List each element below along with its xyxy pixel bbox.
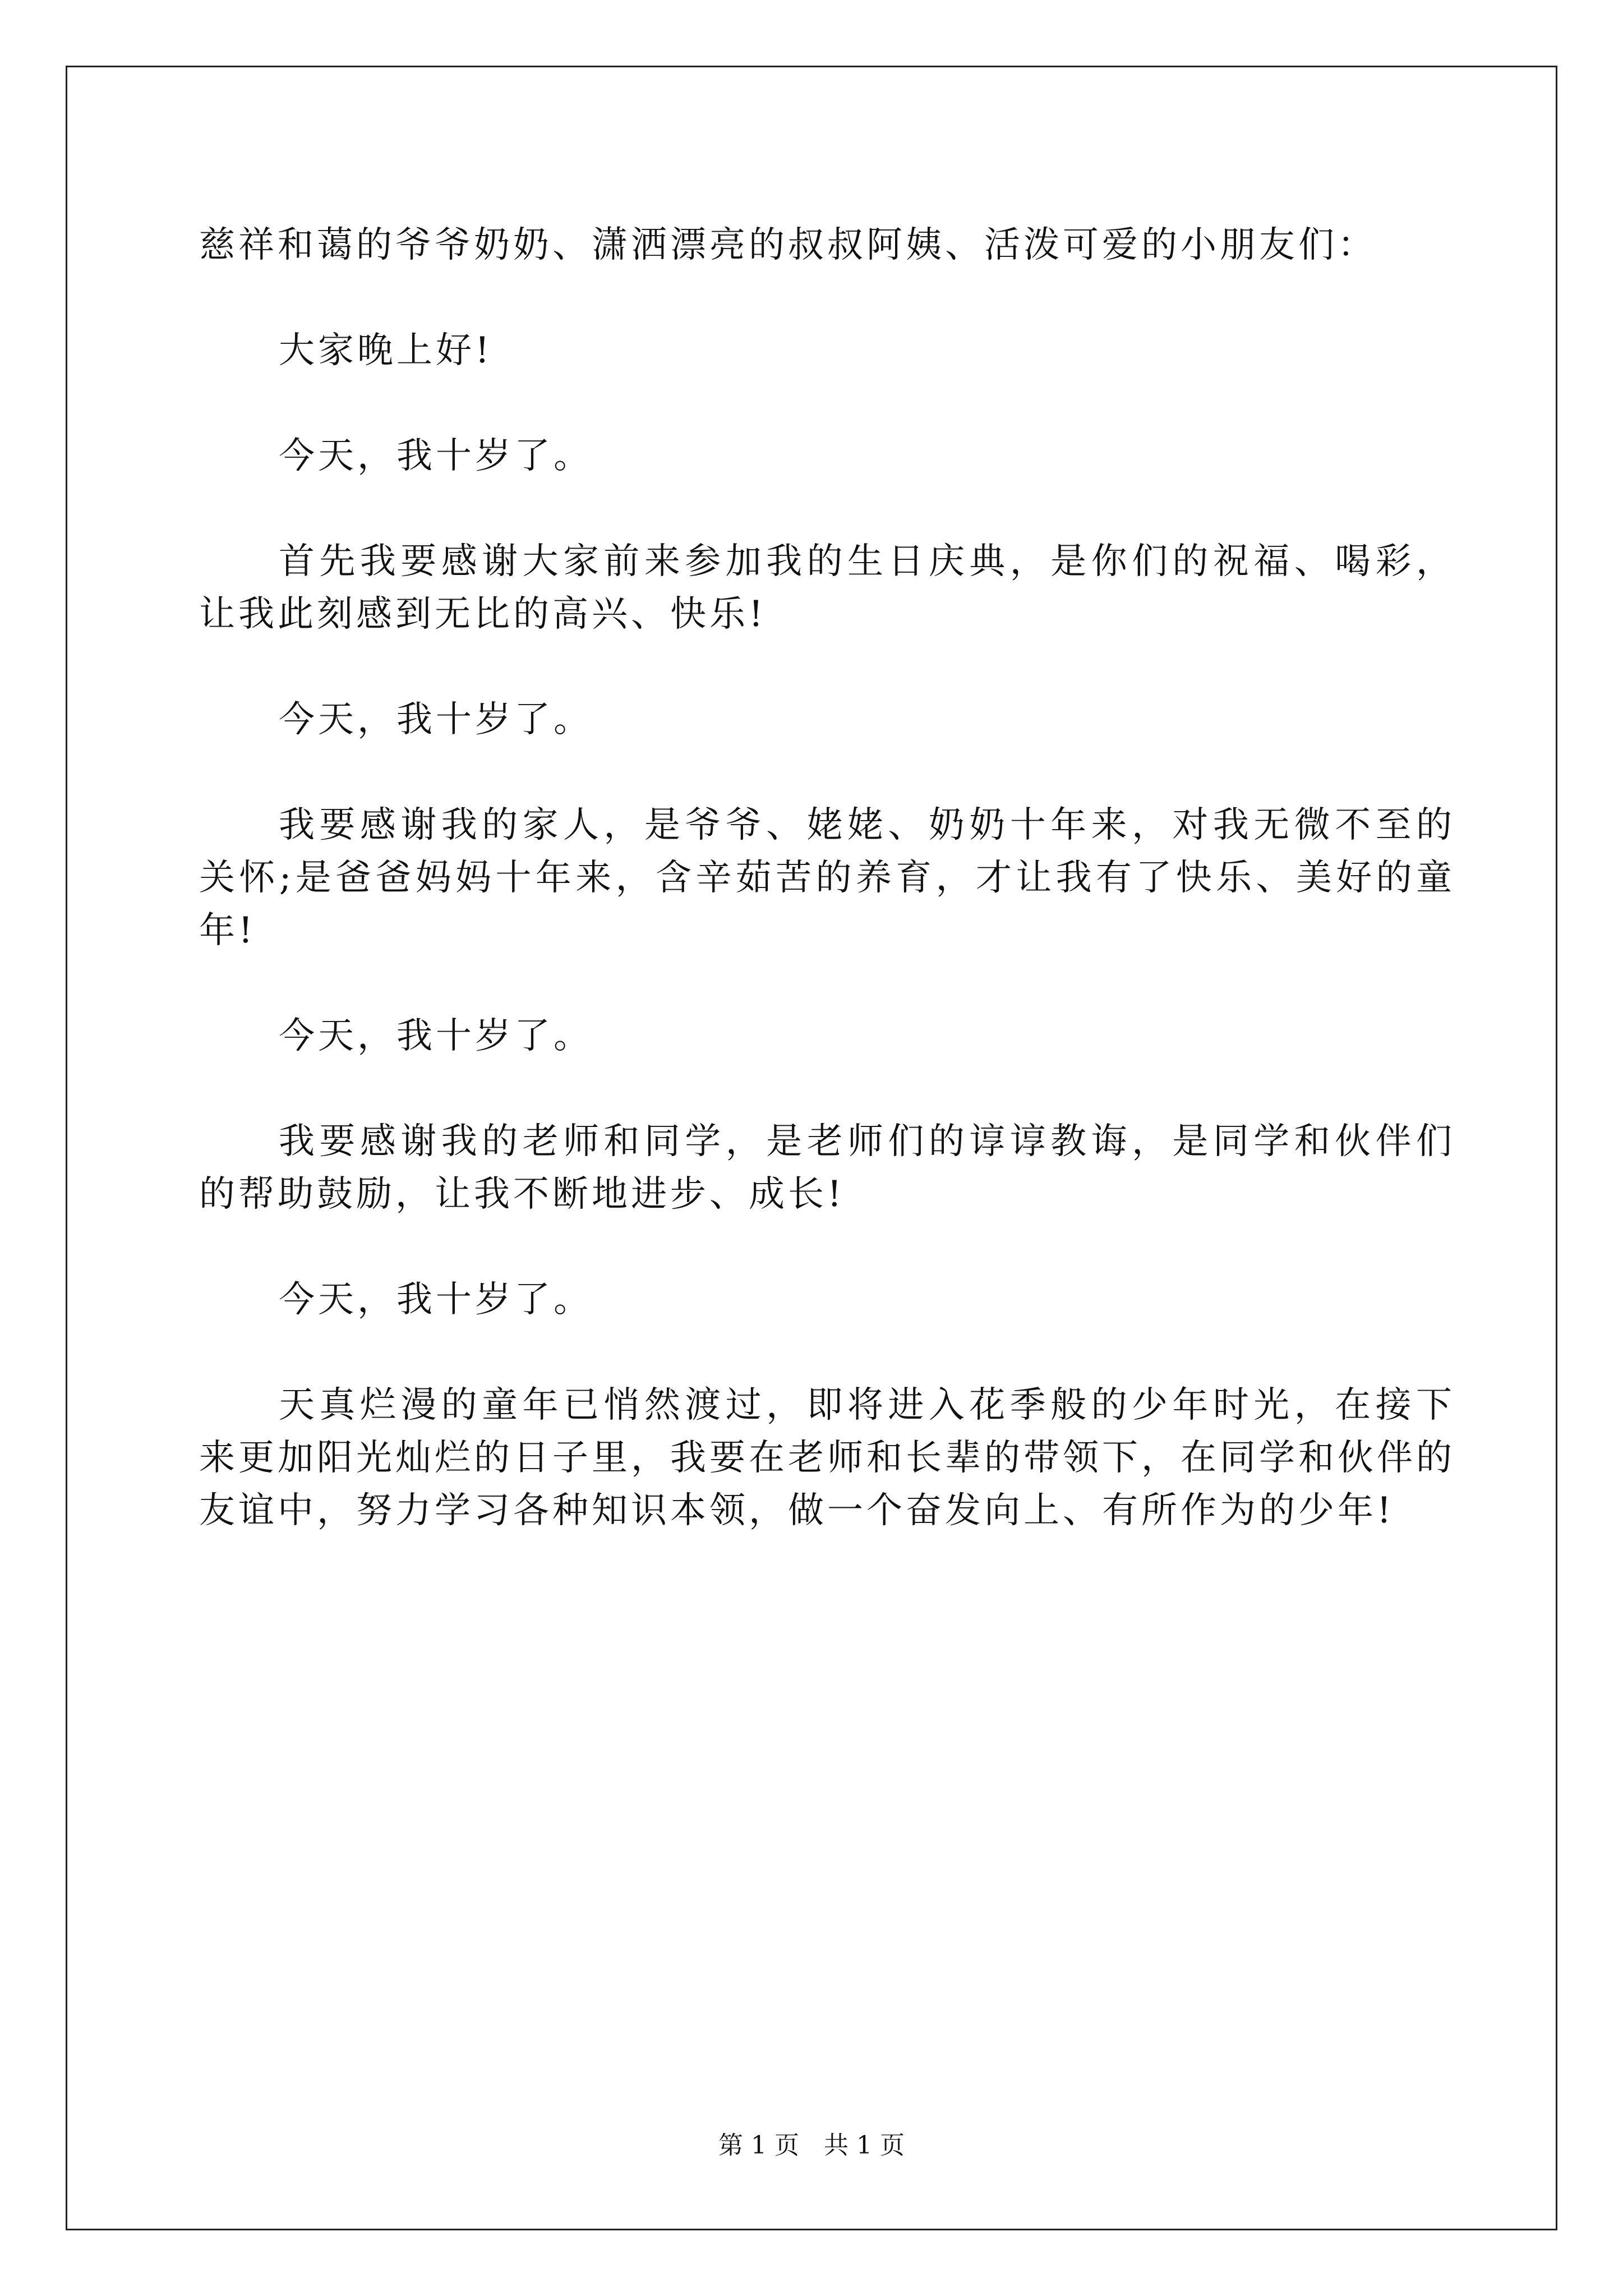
body-paragraph: 我要感谢我的老师和同学，是老师们的谆谆教诲，是同学和伙伴们的帮助鼓励，让我不断地进步、成长!: [199, 1121, 1455, 1215]
document-body: [199, 219, 1455, 1537]
body-paragraph: 大家晚上好!: [279, 330, 493, 371]
body-paragraph: 今天，我十岁了。: [279, 1279, 593, 1320]
salutation-paragraph: 慈祥和蔼的爷爷奶奶、潇洒漂亮的叔叔阿姨、活泼可爱的小朋友们：: [199, 224, 1377, 266]
body-paragraph: 今天，我十岁了。: [279, 699, 593, 740]
body-paragraph: 今天，我十岁了。: [279, 435, 593, 477]
body-paragraph: 我要感谢我的家人，是爷爷、姥姥、奶奶十年来，对我无微不至的关怀;是爸爸妈妈十年来，含辛茹苦的养育，才让我有了快乐、美好的童年!: [199, 804, 1455, 951]
body-paragraph: 天真烂漫的童年已悄然渡过，即将进入花季般的少年时光，在接下来更加阳光灿烂的日子里，我要在老师和长辈的带领下，在同学和伙伴的友谊中，努力学习各种知识本领，做一个奋发向上、有所作为的少年!: [199, 1384, 1455, 1531]
body-paragraph: 首先我要感谢大家前来参加我的生日庆典，是你们的祝福、喝彩，让我此刻感到无比的高兴、快乐!: [199, 541, 1455, 635]
page-footer: 第 1 页 共 1 页: [718, 2131, 905, 2160]
body-paragraph: 今天，我十岁了。: [279, 1015, 593, 1057]
